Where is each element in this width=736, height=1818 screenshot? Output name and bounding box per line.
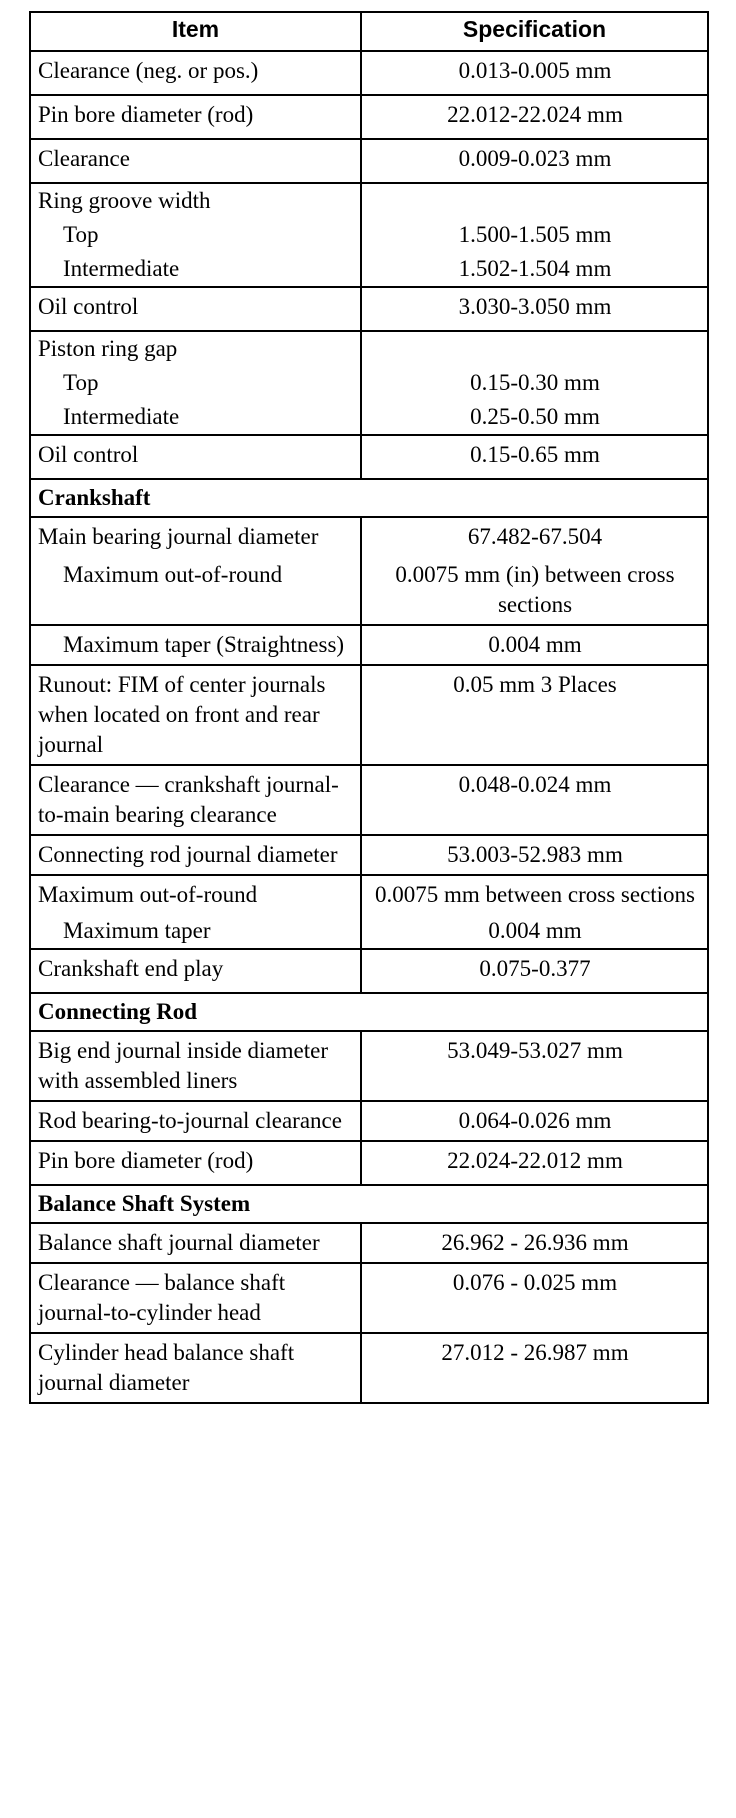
table-row <box>30 435 708 479</box>
table-row <box>30 949 708 993</box>
table-row <box>30 875 708 914</box>
spec-cell: 0.25-0.50 mm <box>361 400 708 435</box>
table-row <box>30 252 708 287</box>
item-cell: Big end journal inside diameter with assembled liners <box>30 1031 361 1101</box>
spec-cell: 53.003-52.983 mm <box>361 835 708 875</box>
spec-cell <box>361 331 708 366</box>
spec-cell: 22.012-22.024 mm <box>361 95 708 139</box>
spec-cell: 0.009-0.023 mm <box>361 139 708 183</box>
table-row <box>30 287 708 331</box>
item-cell: Maximum taper <box>30 914 361 949</box>
spec-cell: 0.004 mm <box>361 914 708 949</box>
spec-cell: 67.482-67.504 <box>361 517 708 556</box>
table-row <box>30 556 708 625</box>
item-cell: Top <box>30 366 361 400</box>
item-cell: Intermediate <box>30 252 361 287</box>
item-cell: Main bearing journal diameter <box>30 517 361 556</box>
table-row <box>30 1263 708 1333</box>
table-row <box>30 1141 708 1185</box>
table-row <box>30 183 708 218</box>
item-cell: Runout: FIM of center journals when located on front and rear journal <box>30 665 361 765</box>
table-header-row <box>30 12 708 51</box>
item-cell: Oil control <box>30 435 361 479</box>
table-row <box>30 331 708 366</box>
item-cell: Connecting rod journal diameter <box>30 835 361 875</box>
item-cell: Ring groove width <box>30 183 361 218</box>
spec-cell: 0.15-0.65 mm <box>361 435 708 479</box>
item-cell: Rod bearing-to-journal clearance <box>30 1101 361 1141</box>
spec-cell: 27.012 - 26.987 mm <box>361 1333 708 1403</box>
item-cell: Pin bore diameter (rod) <box>30 1141 361 1185</box>
spec-cell: 0.004 mm <box>361 625 708 665</box>
item-cell: Cylinder head balance shaft journal diameter <box>30 1333 361 1403</box>
table-row <box>30 1223 708 1263</box>
table-row <box>30 366 708 400</box>
table-row <box>30 400 708 435</box>
table-row <box>30 139 708 183</box>
item-cell: Top <box>30 218 361 252</box>
section-heading: Crankshaft <box>30 479 708 517</box>
item-cell: Clearance <box>30 139 361 183</box>
table-row <box>30 95 708 139</box>
item-column-header: Item <box>30 12 361 51</box>
item-cell: Maximum out-of-round <box>30 875 361 914</box>
spec-cell: 1.502-1.504 mm <box>361 252 708 287</box>
table-row <box>30 1101 708 1141</box>
table-row <box>30 625 708 665</box>
spec-cell: 3.030-3.050 mm <box>361 287 708 331</box>
item-cell: Piston ring gap <box>30 331 361 366</box>
spec-cell: 1.500-1.505 mm <box>361 218 708 252</box>
table-row <box>30 914 708 949</box>
spec-cell: 22.024-22.012 mm <box>361 1141 708 1185</box>
spec-cell: 0.013-0.005 mm <box>361 51 708 95</box>
specification-column-header: Specification <box>361 12 708 51</box>
item-cell: Maximum taper (Straightness) <box>30 625 361 665</box>
item-cell: Maximum out-of-round <box>30 556 361 625</box>
table-row <box>30 51 708 95</box>
spec-cell: 53.049-53.027 mm <box>361 1031 708 1101</box>
spec-cell: 0.0075 mm (in) between cross sections <box>361 556 708 625</box>
spec-cell: 0.15-0.30 mm <box>361 366 708 400</box>
spec-cell: 0.0075 mm between cross sections <box>361 875 708 914</box>
item-cell: Clearance (neg. or pos.) <box>30 51 361 95</box>
spec-cell <box>361 183 708 218</box>
table-row <box>30 665 708 765</box>
spec-cell: 0.064-0.026 mm <box>361 1101 708 1141</box>
item-cell: Pin bore diameter (rod) <box>30 95 361 139</box>
table-row <box>30 218 708 252</box>
item-cell: Crankshaft end play <box>30 949 361 993</box>
section-heading: Balance Shaft System <box>30 1185 708 1223</box>
table-row <box>30 1333 708 1403</box>
section-heading: Connecting Rod <box>30 993 708 1031</box>
item-cell: Intermediate <box>30 400 361 435</box>
table-row <box>30 517 708 556</box>
section-row-connecting-rod <box>30 993 708 1031</box>
spec-cell: 0.076 - 0.025 mm <box>361 1263 708 1333</box>
item-cell: Oil control <box>30 287 361 331</box>
spec-cell: 0.075-0.377 <box>361 949 708 993</box>
table-row <box>30 1031 708 1101</box>
table-row <box>30 835 708 875</box>
table-row <box>30 765 708 835</box>
section-row-balance-shaft-system <box>30 1185 708 1223</box>
spec-cell: 0.048-0.024 mm <box>361 765 708 835</box>
item-cell: Clearance — balance shaft journal-to-cylinder head <box>30 1263 361 1333</box>
spec-cell: 0.05 mm 3 Places <box>361 665 708 765</box>
section-row-crankshaft <box>30 479 708 517</box>
spec-cell: 26.962 - 26.936 mm <box>361 1223 708 1263</box>
item-cell: Balance shaft journal diameter <box>30 1223 361 1263</box>
item-cell: Clearance — crankshaft journal-to-main bearing clearance <box>30 765 361 835</box>
specification-table <box>29 11 709 1404</box>
